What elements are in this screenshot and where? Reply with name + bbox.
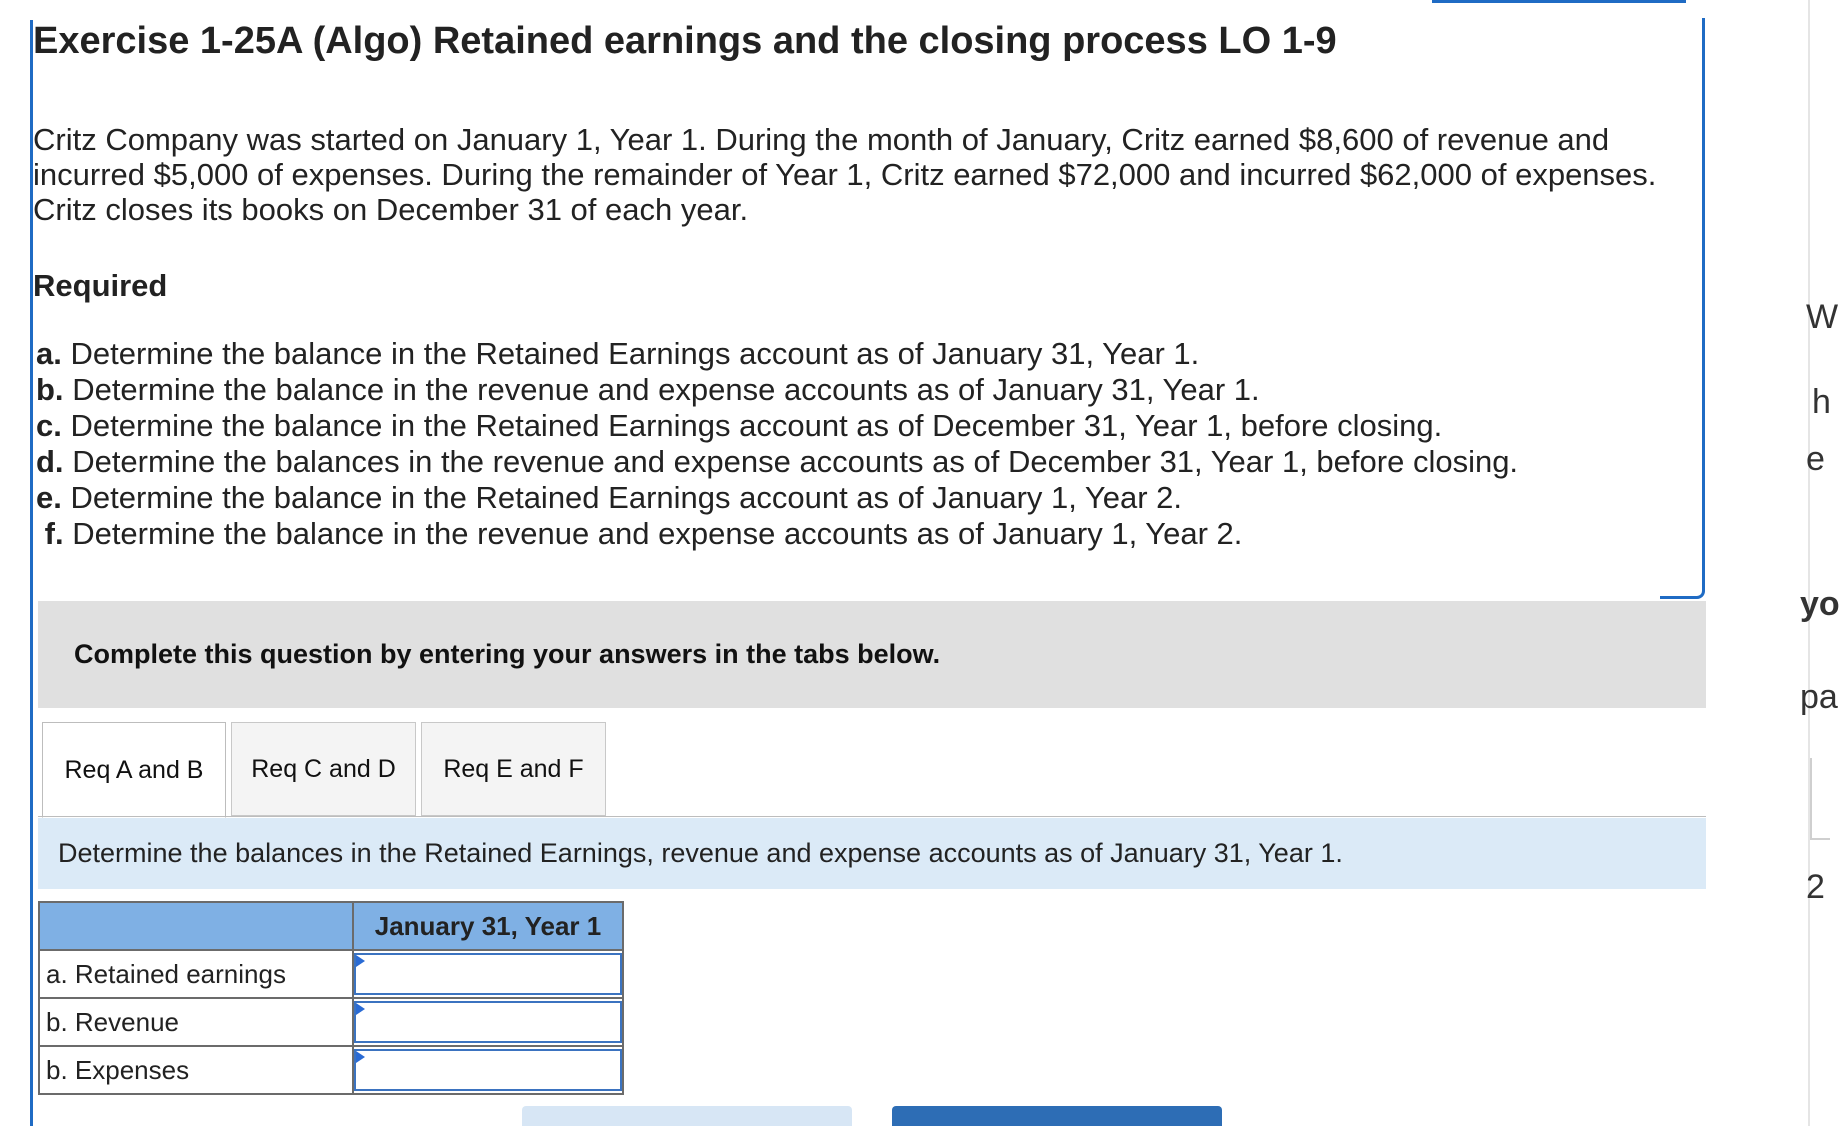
clipped-text-fragment: h (1812, 383, 1831, 421)
requirements-list (36, 336, 1518, 552)
row-label-revenue: b. Revenue (39, 998, 353, 1046)
requirement-text: Determine the balance in the Retained Earnings account as of December 31, Year 1, before closing. (70, 408, 1443, 443)
answer-cell (353, 998, 623, 1046)
revenue-input[interactable] (354, 1001, 622, 1043)
requirement-item (36, 336, 1518, 372)
row-label-expenses: b. Expenses (39, 1046, 353, 1094)
intro-line: Critz Company was started on January 1, Year 1. During the month of January, Critz earned $8,600 of revenue and (33, 122, 1610, 157)
column-header-date: January 31, Year 1 (353, 902, 623, 950)
requirement-item (36, 408, 1518, 444)
requirement-letter: d. (36, 444, 64, 479)
top-accent-bar (1432, 0, 1686, 3)
intro-line: incurred $5,000 of expenses. During the remainder of Year 1, Critz earned $72,000 and incurred $62,000 of expenses. (33, 157, 1657, 192)
table-row (39, 950, 623, 998)
requirement-item (36, 444, 1518, 480)
requirement-text: Determine the balance in the revenue and expense accounts as of January 31, Year 1. (72, 372, 1260, 407)
requirement-letter: b. (36, 372, 64, 407)
exercise-title: Exercise 1-25A (Algo) Retained earnings and the closing process LO 1-9 (33, 20, 1337, 62)
tab-divider (38, 816, 1706, 817)
requirement-item (36, 480, 1518, 516)
requirement-letter: c. (36, 408, 62, 443)
table-row (39, 1046, 623, 1094)
table-row (39, 998, 623, 1046)
clipped-text-fragment: yo (1800, 585, 1840, 623)
requirement-item (36, 372, 1518, 408)
panel-divider (1808, 0, 1810, 1126)
requirement-text: Determine the balance in the Retained Earnings account as of January 1, Year 2. (70, 480, 1183, 515)
answer-table (38, 901, 624, 1095)
row-label-retained-earnings: a. Retained earnings (39, 950, 353, 998)
answer-cell (353, 1046, 623, 1094)
requirement-text: Determine the balance in the revenue and expense accounts as of January 1, Year 2. (72, 516, 1243, 551)
banner-text: Complete this question by entering your answers in the tabs below. (74, 639, 941, 669)
input-marker-icon (356, 955, 365, 967)
table-header-blank (39, 902, 353, 950)
table-header-row (39, 902, 623, 950)
prev-tab-button[interactable] (522, 1106, 852, 1126)
input-marker-icon (356, 1003, 365, 1015)
next-tab-button[interactable] (892, 1106, 1222, 1126)
instruction-text: Determine the balances in the Retained Earnings, revenue and expense accounts as of January 31, Year 1. (58, 838, 1343, 868)
clipped-text-fragment: 2 (1806, 868, 1825, 906)
tab-req-c-and-d[interactable]: Req C and D (231, 722, 416, 816)
tab-req-e-and-f[interactable]: Req E and F (421, 722, 606, 816)
clipped-text-fragment: W (1806, 298, 1839, 336)
intro-line: Critz closes its books on December 31 of each year. (33, 192, 749, 227)
requirement-letter: f. (44, 516, 64, 551)
tab-req-a-and-b[interactable]: Req A and B (42, 722, 226, 818)
requirement-text: Determine the balances in the revenue and expense accounts as of December 31, Year 1, before closing. (72, 444, 1519, 479)
required-heading: Required (33, 268, 168, 303)
answer-cell (353, 950, 623, 998)
instructions-banner (38, 601, 1706, 708)
requirement-item (36, 516, 1518, 552)
clipped-panel-box (1810, 758, 1830, 840)
problem-description (33, 122, 1693, 227)
requirement-text: Determine the balance in the Retained Earnings account as of January 31, Year 1. (70, 336, 1200, 371)
retained-earnings-input[interactable] (354, 953, 622, 995)
expenses-input[interactable] (354, 1049, 622, 1091)
requirement-tabs (42, 722, 611, 818)
clipped-text-fragment: e (1806, 440, 1825, 478)
requirement-letter: e. (36, 480, 62, 515)
requirement-letter: a. (36, 336, 62, 371)
tab-instruction (38, 818, 1706, 889)
content-frame (1660, 18, 1705, 599)
clipped-text-fragment: pa (1800, 678, 1838, 716)
input-marker-icon (356, 1051, 365, 1063)
